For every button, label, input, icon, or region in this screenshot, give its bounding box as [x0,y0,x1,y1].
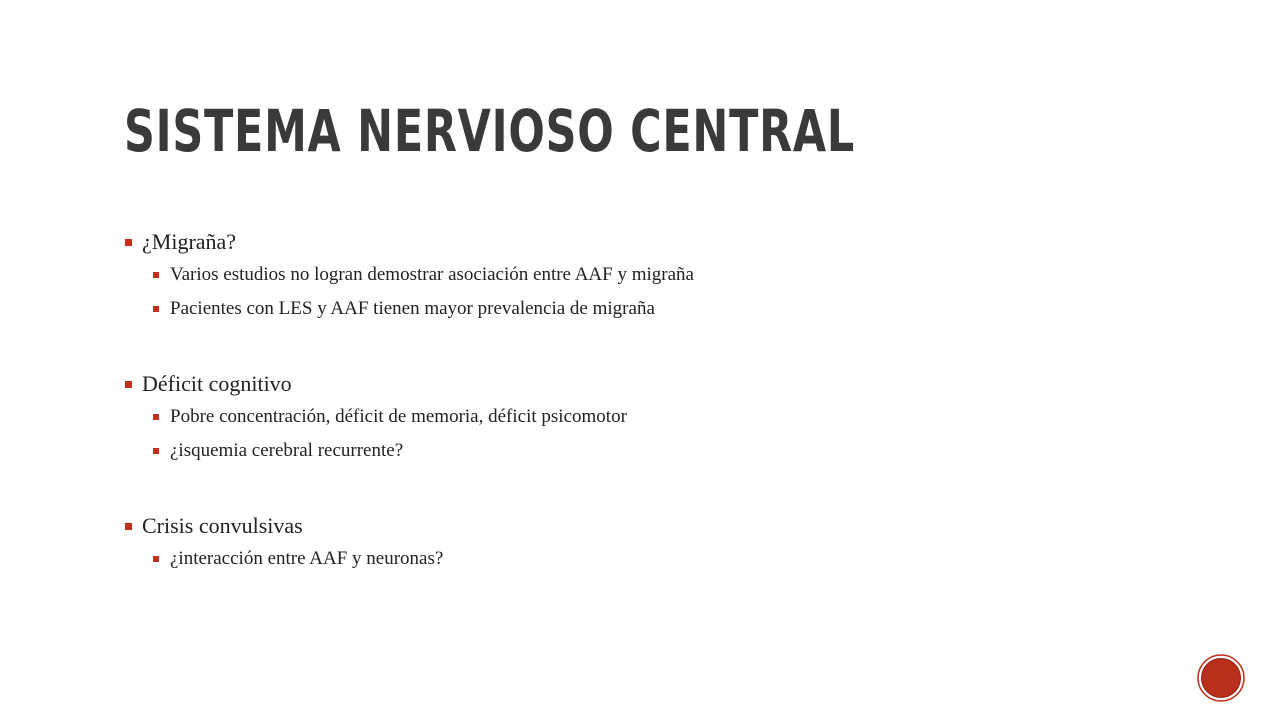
bullet-text: ¿interacción entre AAF y neuronas? [170,548,444,569]
square-bullet-icon [125,381,132,388]
bullet-heading: Déficit cognitivo [142,371,292,396]
list-item [124,226,1124,258]
list-item [124,292,1124,326]
list-item [124,368,1124,400]
section-crisis-convulsivas [124,510,1124,576]
spacer [124,468,1124,510]
list-item [124,400,1124,434]
bullet-heading: Crisis convulsivas [142,513,303,538]
page-title: SISTEMA NERVIOSO CENTRAL [124,97,855,165]
square-bullet-icon [153,306,159,312]
list-item [124,258,1124,292]
bullet-text: Pacientes con LES y AAF tienen mayor prevalencia de migraña [170,298,655,319]
list-item [124,542,1124,576]
red-circle-badge-icon [1197,654,1245,702]
square-bullet-icon [153,556,159,562]
square-bullet-icon [153,448,159,454]
square-bullet-icon [125,523,132,530]
square-bullet-icon [125,239,132,246]
square-bullet-icon [153,414,159,420]
bullet-heading: ¿Migraña? [142,229,237,254]
list-item [124,434,1124,468]
spacer [124,326,1124,368]
section-migrana [124,226,1124,326]
list-item [124,510,1124,542]
bullet-text: ¿isquemia cerebral recurrente? [170,440,404,461]
bullet-list [124,226,1124,576]
square-bullet-icon [153,272,159,278]
bullet-text: Pobre concentración, déficit de memoria, déficit psicomotor [170,406,627,427]
bullet-text: Varios estudios no logran demostrar asociación entre AAF y migraña [170,264,694,285]
section-deficit-cognitivo [124,368,1124,468]
